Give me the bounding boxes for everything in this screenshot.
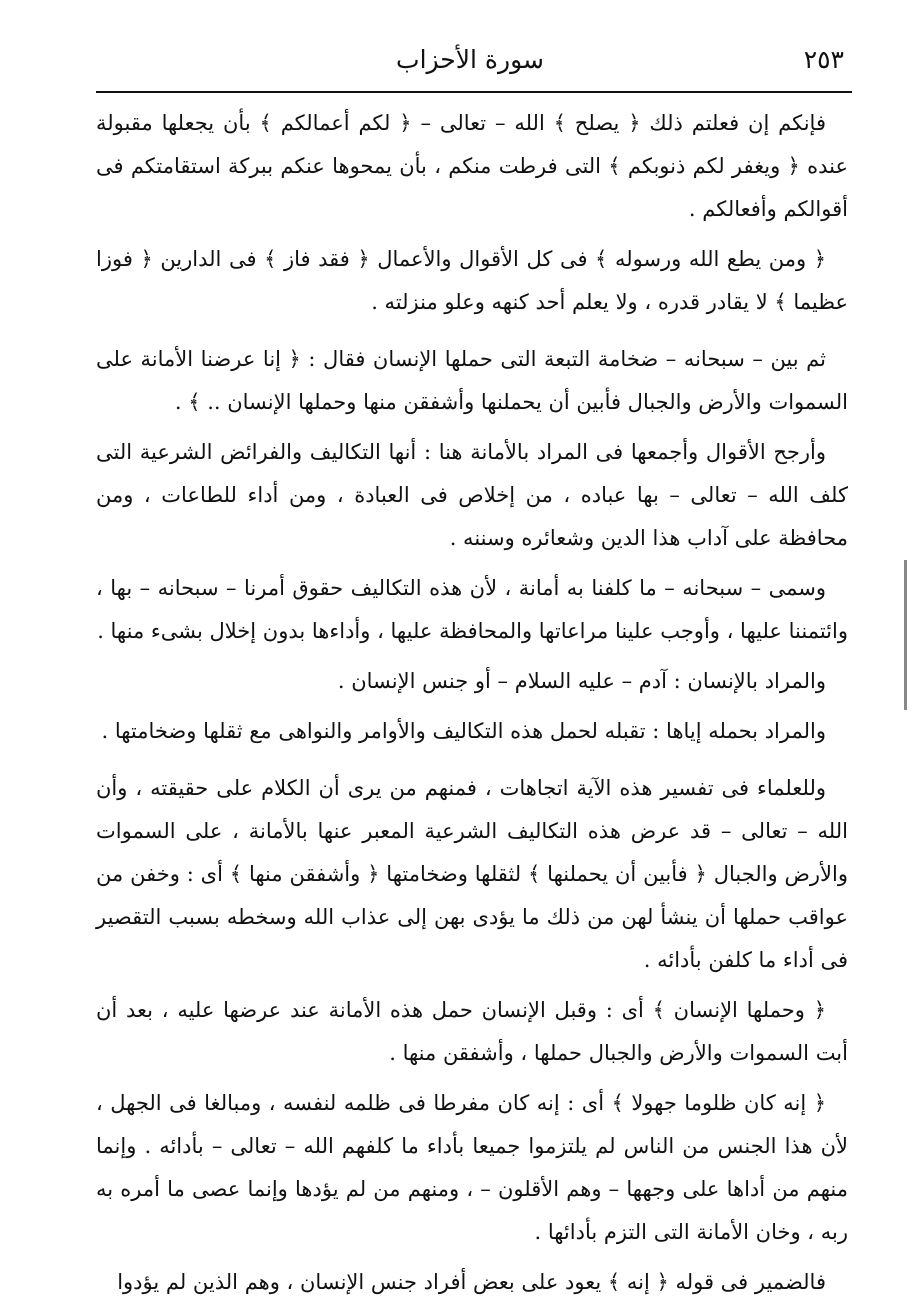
paragraph: وأرجح الأقوال وأجمعها فى المراد بالأمانة هنا : أنها التكاليف والفرائض الشرعية التى كلف الله – تعالى – بها عباده ، من إخلاص فى العبادة ، ومن أداء للطاعات ، ومن محافظة على آداب هذا الدين وشعائره وسننه . xyxy=(96,440,848,550)
paragraph: وللعلماء فى تفسير هذه الآية اتجاهات ، فمنهم من يرى أن الكلام على حقيقته ، وأن الله – تعالى – قد عرض هذه التكاليف الشرعية المعبر عنها بالأمانة ، على السموات والأرض والجبال ﴿ فأبين أن يحملنها ﴾ لثقلها وضخامتها ﴿ وأشفقن منها ﴾ أى : وخفن من عواقب حملها أن ينشأ لهن من ذلك ما يؤدى بهن إلى عذاب الله وسخطه بسبب التقصير فى أداء ما كلفن بأدائه . xyxy=(96,776,848,972)
page-body xyxy=(96,102,848,1311)
surah-title: سورة الأحزاب xyxy=(396,45,544,74)
scan-edge-mark xyxy=(904,560,907,710)
paragraph: ﴿ ومن يطع الله ورسوله ﴾ فى كل الأقوال والأعمال ﴿ فقد فاز ﴾ فى الدارين ﴿ فوزا عظيما ﴾ لا يقادر قدره ، ولا يعلم أحد كنهه وعلو منزلته . xyxy=(96,247,848,314)
paragraph: والمراد بالإنسان : آدم – عليه السلام – أو جنس الإنسان . xyxy=(337,669,826,693)
paragraph: ثم بين – سبحانه – ضخامة التبعة التى حملها الإنسان فقال : ﴿ إنا عرضنا الأمانة على السموات والأرض والجبال فأبين أن يحملنها وأشفقن منها وحملها الإنسان .. ﴾ . xyxy=(96,347,848,414)
paragraph: ﴿ إنه كان ظلوما جهولا ﴾ أى : إنه كان مفرطا فى ظلمه لنفسه ، ومبالغا فى الجهل ، لأن هذا الجنس من الناس لم يلتزموا جميعا بأداء ما كلفهم الله – تعالى – بأدائه . وإنما منهم من أداها على وجهها – وهم الأقلون – ، ومنهم من لم يؤدها وإنما عصى ما أمره به ربه ، وخان الأمانة التى التزم بأدائها . xyxy=(96,1091,848,1244)
page-number: ٢٥٣ xyxy=(803,45,844,74)
page-header xyxy=(96,42,844,86)
paragraph: ﴿ وحملها الإنسان ﴾ أى : وقبل الإنسان حمل هذه الأمانة عند عرضها عليه ، بعد أن أبت السموات والأرض والجبال حملها ، وأشفقن منها . xyxy=(96,998,848,1065)
paragraph: وسمى – سبحانه – ما كلفنا به أمانة ، لأن هذه التكاليف حقوق أمرنا – سبحانه – بها ، وائتمننا عليها ، وأوجب علينا مراعاتها والمحافظة عليها ، وأداءها بدون إخلال بشىء منها . xyxy=(96,576,848,643)
paragraph: فالضمير فى قوله ﴿ إنه ﴾ يعود على بعض أفراد جنس الإنسان ، وهم الذين لم يؤدوا xyxy=(117,1270,826,1294)
paragraph: والمراد بحمله إياها : تقبله لحمل هذه التكاليف والأوامر والنواهى مع ثقلها وضخامتها . xyxy=(101,719,826,743)
paragraph: فإنكم إن فعلتم ذلك ﴿ يصلح ﴾ الله – تعالى – ﴿ لكم أعمالكم ﴾ بأن يجعلها مقبولة عنده ﴿ ويغفر لكم ذنوبكم ﴾ التى فرطت منكم ، بأن يمحوها عنكم ببركة استقامتكم فى أقوالكم وأفعالكم . xyxy=(96,111,848,221)
header-divider xyxy=(96,91,852,93)
